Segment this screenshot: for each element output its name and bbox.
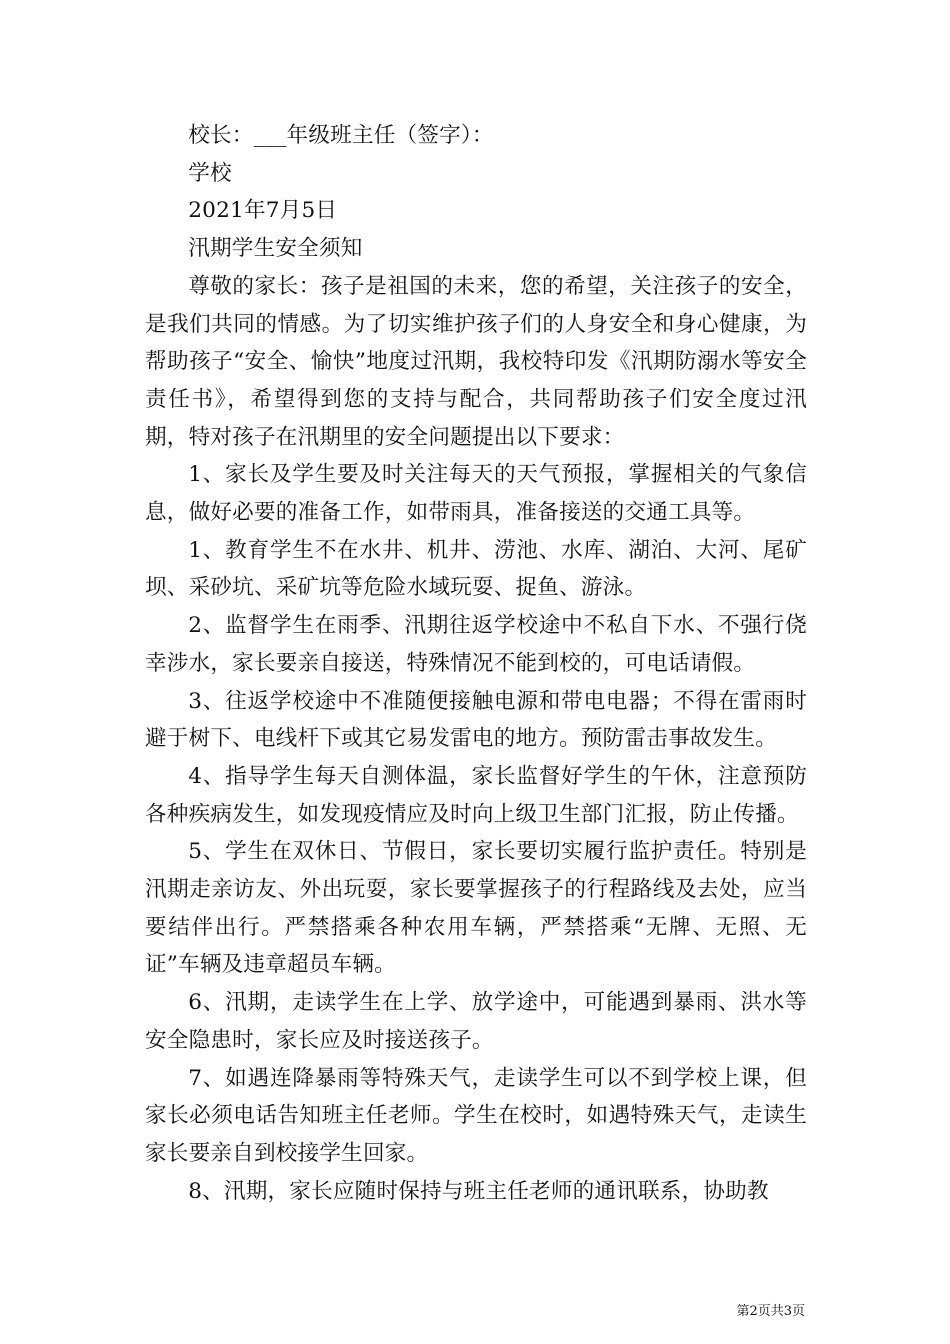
page-number: 第2页共3页 xyxy=(736,1304,805,1319)
list-item: 2、监督学生在雨季、汛期往返学校途中不私自下水、不强行侥幸涉水，家长要亲自接送，特殊情况不能到校的，可电话请假。 xyxy=(145,613,807,676)
list-item: 3、往返学校途中不准随便接触电源和带电电器；不得在雷雨时避于树下、电线杆下或其它易发雷电的地方。预防雷击事故发生。 xyxy=(145,688,807,752)
list-item: 8、汛期，家长应随时保持与班主任老师的通讯联系，协助教 xyxy=(188,1178,769,1204)
document-date: 2021年7月5日 xyxy=(188,198,338,224)
document-title: 汛期学生安全须知 xyxy=(188,236,363,262)
list-item: 4、指导学生每天自测体温，家长监督好学生的午休，注意预防各种疾病发生，如发现疫情应及时向上级卫生部门汇报，防止传播。 xyxy=(145,763,807,827)
list-item: 1、家长及学生要及时关注每天的天气预报，掌握相关的气象信息，做好必要的准备工作，如带雨具，准备接送的交通工具等。 xyxy=(145,462,807,526)
list-item: 7、如遇连降暴雨等特殊天气，走读学生可以不到学校上课，但家长必须电话告知班主任老师。学生在校时，如遇特殊天气，走读生家长要亲自到校接学生回家。 xyxy=(145,1065,807,1166)
list-item: 1、教育学生不在水井、机井、涝池、水库、湖泊、大河、尾矿坝、采砂坑、采矿坑等危险水域玩耍、捉鱼、游泳。 xyxy=(145,537,807,601)
intro-paragraph: 尊敬的家长：孩子是祖国的未来，您的希望，关注孩子的安全，是我们共同的情感。为了切实维护孩子们的人身安全和身心健康，为帮助孩子“安全、愉快”地度过汛期，我校特印发《汛期防溺水等安全责任书》，希望得到您的支持与配合，共同帮助孩子们安全度过汛期，特对孩子在汛期里的安全问题提出以下要求： xyxy=(145,273,807,450)
school-name: 学校 xyxy=(188,160,232,186)
list-item: 6、汛期，走读学生在上学、放学途中，可能遇到暴雨、洪水等安全隐患时，家长应及时接送孩子。 xyxy=(145,990,807,1053)
list-item: 5、学生在双休日、节假日，家长要切实履行监护责任。特别是汛期走亲访友、外出玩耍，家长要掌握孩子的行程路线及去处，应当要结伴出行。严禁搭乘各种农用车辆，严禁搭乘“无牌、无照、无证”车辆及违章超员车辆。 xyxy=(145,839,807,978)
document-body xyxy=(145,117,807,1210)
signature-line: 校长：___年级班主任（签字）： xyxy=(188,123,494,148)
